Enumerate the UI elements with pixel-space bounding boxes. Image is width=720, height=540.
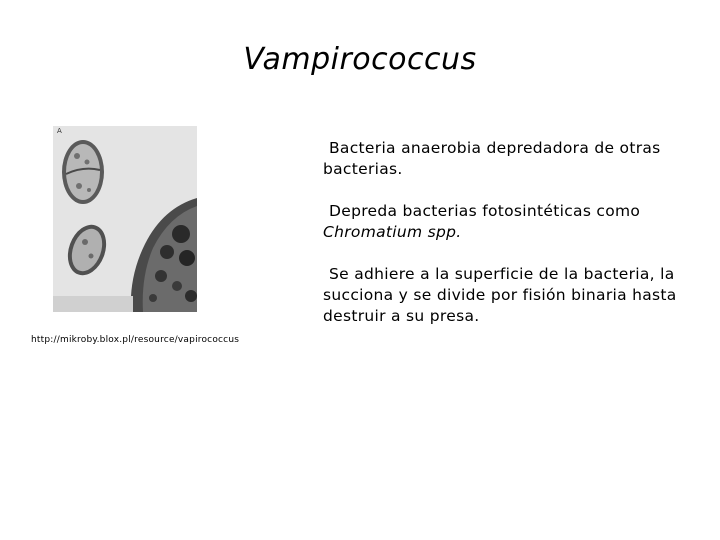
bullet-item: Bacteria anaerobia depredadora de otras bacterias.: [323, 139, 661, 178]
bullet-item: Se adhiere a la superficie de la bacteria, la succiona y se divide por fisión binaria hasta destruir a su presa.: [323, 265, 677, 325]
species-name: Chromatium spp.: [323, 223, 462, 241]
bullet-list: [323, 138, 683, 348]
bullet-item: Depreda bacterias fotosintéticas como Chromatium spp.: [323, 202, 641, 241]
micrograph-image: [53, 126, 197, 312]
image-source-caption: http://mikroby.blox.pl/resource/vapirococcus: [31, 335, 240, 345]
slide-title: Vampirococcus: [243, 42, 477, 77]
panel-letter: A: [57, 127, 62, 135]
